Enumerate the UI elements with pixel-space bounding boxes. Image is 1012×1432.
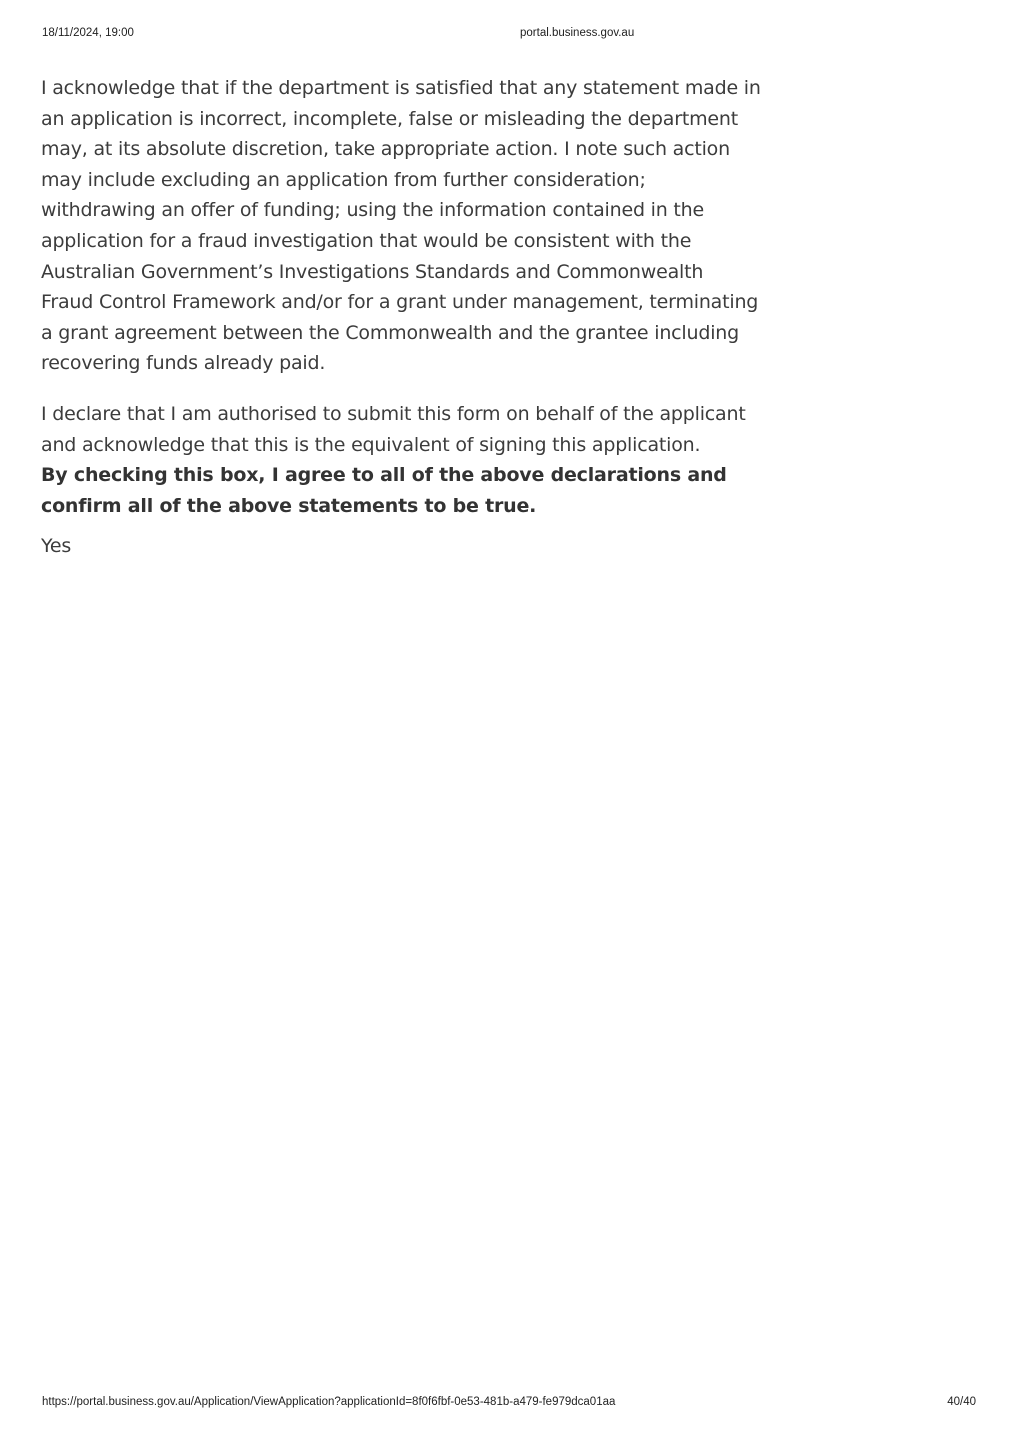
print-site-name: portal.business.gov.au	[520, 27, 635, 39]
page-number: 40/40	[947, 1396, 976, 1408]
acknowledgement-text: I acknowledge that if the department is satisfied that any statement made in an application is incorrect, incomplete, false or misleading the department may, at its absolute discretion, take appropriate action. I note such action may include excluding an application from further consideration; withdrawing an offer of funding; using the information contained in the application for a fraud investigation that would be consistent with the Australian Government’s Investigations Standards and Commonwealth Fraud Control Framework and/or for a grant under management, terminating a grant agreement between the Commonwealth and the grantee including recovering funds already paid.	[41, 77, 761, 375]
declaration-section	[41, 73, 761, 562]
print-footer	[42, 1396, 976, 1412]
agreement-checkbox-label: By checking this box, I agree to all of the above declarations and confirm all of the above statements to be true.	[41, 464, 727, 517]
declaration-text: I declare that I am authorised to submit this form on behalf of the applicant and acknowledge that this is the equivalent of signing this application.	[41, 402, 746, 456]
print-datetime: 18/11/2024, 19:00	[42, 27, 134, 39]
agreement-answer: Yes	[41, 535, 72, 558]
print-url: https://portal.business.gov.au/Application/ViewApplication?applicationId=8f0f6fbf-0e53-481b-a479-fe979dca01aa	[42, 1396, 616, 1408]
print-header	[42, 27, 972, 43]
